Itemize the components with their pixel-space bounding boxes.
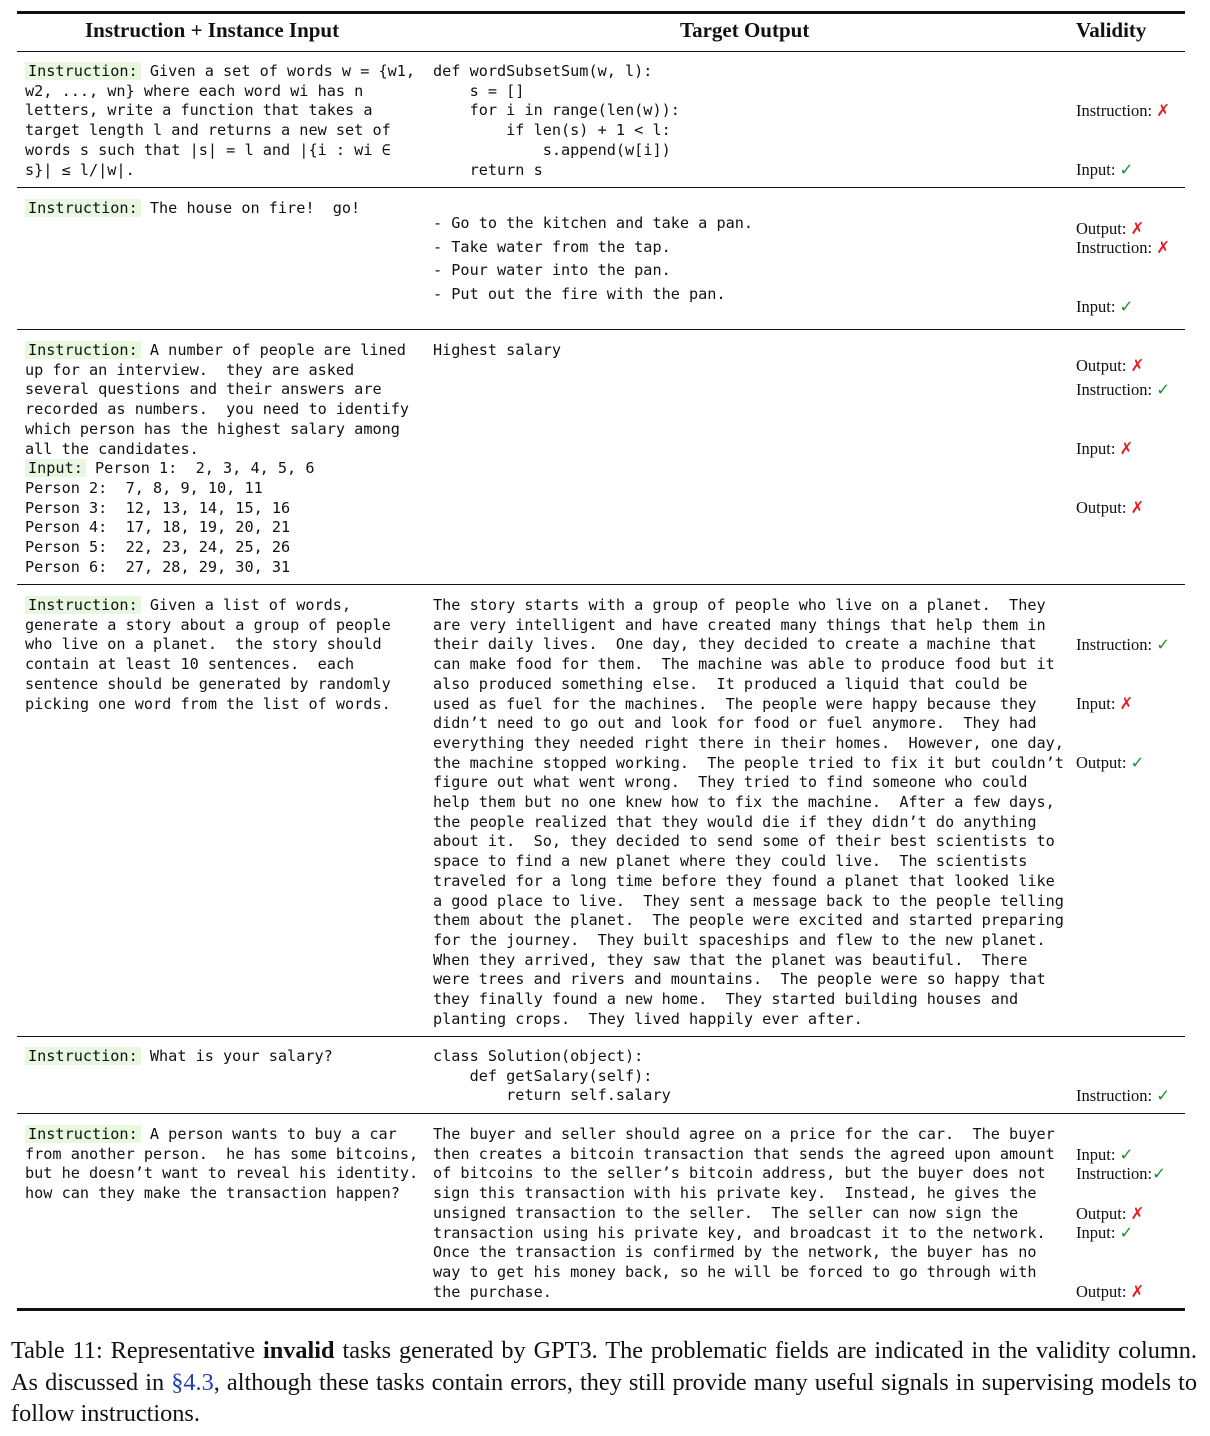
code-line: def getSalary(self): (433, 1066, 653, 1085)
validity-input-mark: ✗ (1119, 693, 1134, 713)
validity-input-mark: ✓ (1119, 1222, 1134, 1242)
table-caption: Table 11: Representative invalid tasks generated by GPT3. The problematic fields are indicated in the validity column. As discussed in §4.3, although these tasks contain errors, they still provide many useful signals in supervising models to follow instructions. (11, 1337, 1197, 1427)
validity-output: Output: ✗ (1076, 1203, 1145, 1223)
code-line: if len(s) + 1 < l: (433, 121, 671, 140)
row-6-instruction-cell (25, 1125, 437, 1204)
row-3-validity (1076, 341, 1186, 557)
validity-output: Output: ✗ (1076, 1281, 1145, 1301)
input-line: Person 2: 7, 8, 9, 10, 11 (25, 478, 263, 497)
row-2-instruction-text: The house on fire! go! (149, 199, 361, 217)
row-4-instruction-text: Given a list of words, generate a story about a group of people who live on a planet. the story should contain at least 10 sentences. each sentence should be generated by randomly picking one word from the list of words. (25, 596, 400, 713)
validity-instruction: Instruction: ✓ (1076, 380, 1171, 400)
code-line: class Solution(object): (433, 1047, 644, 1065)
validity-output: Output: ✗ (1076, 497, 1145, 517)
validity-input: Input: ✓ (1076, 1144, 1134, 1164)
list-item: - Pour water into the pan. (433, 261, 671, 280)
code-line: s = [] (433, 81, 525, 100)
validity-input: Input: ✗ (1076, 438, 1134, 458)
row-4-validity (1076, 596, 1186, 812)
input-line: Person 5: 22, 23, 24, 25, 26 (25, 538, 291, 557)
header-instruction-input: Instruction + Instance Input (85, 18, 340, 42)
code-line: return s (433, 160, 543, 179)
validity-input: Input: ✓ (1076, 159, 1134, 179)
validity-input: Input: ✗ (1076, 693, 1134, 713)
row-rule (17, 329, 1185, 330)
validity-output: Output: ✗ (1076, 218, 1145, 238)
validity-output-mark: ✗ (1130, 218, 1145, 238)
top-rule (17, 11, 1185, 14)
row-6-instruction-text: A person wants to buy a car from another person. he has some bitcoins, but he doesn’t want to reveal his identity. how can they make the transaction happen? (25, 1125, 437, 1203)
row-2-output-list (433, 212, 1073, 306)
instruction-label: Instruction: (25, 596, 141, 614)
validity-instruction-mark: ✗ (1156, 101, 1171, 121)
row-rule (17, 1036, 1185, 1037)
validity-output-mark: ✗ (1130, 1281, 1145, 1301)
input-label: Input: (25, 459, 86, 477)
row-6-output: The buyer and seller should agree on a price for the car. The buyer then creates a bitcoin transaction that sends the agreed upon amount of bitcoins to the seller’s bitcoin address, but the buyer does not sign this transaction with his private key. Instead, he gives the unsigned transaction to the seller. The seller can now sign the transaction using his private key, and broadcast it to the network. Once the transaction is confirmed by the network, the buyer has no way to get his money back, so he will be forced to go through with the purchase. (433, 1125, 1064, 1301)
instruction-label: Instruction: (25, 341, 141, 359)
validity-input: Input: ✓ (1076, 1222, 1134, 1242)
section-reference-link[interactable]: §4.3 (171, 1368, 214, 1396)
header-target-output: Target Output (680, 18, 810, 42)
validity-instruction: Instruction: ✓ (1076, 1086, 1171, 1106)
validity-instruction: Instruction: ✗ (1076, 238, 1171, 258)
input-line: Person 1: 2, 3, 4, 5, 6 (95, 459, 315, 478)
validity-input-mark: ✗ (1119, 438, 1134, 458)
row-rule (17, 187, 1185, 188)
validity-output-mark: ✗ (1130, 355, 1145, 375)
instruction-label: Instruction: (25, 1125, 141, 1143)
validity-input-mark: ✓ (1119, 159, 1134, 179)
instruction-label: Instruction: (25, 62, 141, 80)
row-rule (17, 584, 1185, 585)
validity-instruction-mark: ✓ (1156, 380, 1171, 400)
row-5-instruction-cell (25, 1047, 425, 1067)
input-line: Person 3: 12, 13, 14, 15, 16 (25, 498, 291, 517)
validity-output: Output: ✗ (1076, 355, 1145, 375)
validity-input: Input: ✓ (1076, 296, 1134, 316)
code-line: s.append(w[i]) (433, 140, 671, 159)
header-rule (17, 51, 1185, 52)
validity-instruction: Instruction:✓ (1076, 1164, 1166, 1184)
row-1-output-code (433, 62, 1073, 180)
row-1-instruction-text: Given a set of words w = {w1, w2, ..., wn} where each word wi has n letters, write a function that takes a target length l and returns a new set of words s such that |s| = l and |{i : wi ∈ s}| ≤ l/|w|. (25, 62, 425, 179)
row-2-instruction-cell (25, 199, 425, 219)
code-line: return self.salary (433, 1086, 671, 1105)
validity-input-mark: ✓ (1119, 296, 1134, 316)
instruction-label: Instruction: (25, 1047, 141, 1065)
row-4-output-story: The story starts with a group of people who live on a planet. They are very intelligent and have created many things that help them in their daily lives. One day, they decided to create a machine that can make food for them. The machine was able to produce food but it also produced something else. It produced a liquid that could be used as fuel for the machines. The people were happy because they didn’t need to go out and look for food or fuel anymore. They had everything they needed right there in their homes. However, one day, the machine stopped working. The people tried to fix it but couldn’t figure out what went wrong. They tried to find someone who could help them but no one knew how to fix the machine. After a few days, the people realized that they would die if they didn’t do anything about it. So, they decided to send some of their best scientists to space to find a new planet where they could live. The scientists traveled for a long time before they found a planet that looked like a good place to live. They sent a message back to the people telling them about the planet. The people were excited and started preparing for the journey. They built spaceships and flew to the new planet. When they arrived, they saw that the planet was beautiful. There were trees and rivers and mountains. The people were so happy that they finally found a new home. They started building houses and planting crops. They lived happily ever after. (433, 596, 1074, 1028)
code-line: def wordSubsetSum(w, l): (433, 62, 653, 80)
row-3-instruction-cell (25, 341, 425, 577)
bottom-rule (17, 1308, 1185, 1311)
list-item: - Go to the kitchen and take a pan. (433, 214, 754, 232)
row-3-output: Highest salary (433, 341, 562, 359)
row-3-instruction-text: A number of people are lined up for an interview. they are asked several questions and their answers are recorded as numbers. you need to identify which person has the highest salary among all the candidates. (25, 341, 419, 458)
validity-instruction-mark: ✗ (1156, 238, 1171, 258)
validity-instruction-mark: ✓ (1156, 1086, 1171, 1106)
validity-instruction: Instruction: ✗ (1076, 101, 1171, 121)
instruction-label: Instruction: (25, 199, 141, 217)
row-rule (17, 1113, 1185, 1114)
input-line: Person 6: 27, 28, 29, 30, 31 (25, 557, 291, 576)
validity-instruction-mark: ✓ (1152, 1164, 1166, 1184)
list-item: - Put out the fire with the pan. (433, 284, 726, 303)
validity-instruction: Instruction: ✓ (1076, 635, 1171, 655)
row-5-output-code (433, 1047, 1073, 1106)
validity-instruction-mark: ✓ (1156, 635, 1171, 655)
header-validity: Validity (1076, 18, 1147, 42)
input-line: Person 4: 17, 18, 19, 20, 21 (25, 518, 291, 537)
row-4-instruction-cell (25, 596, 425, 714)
row-1-instruction-cell (25, 62, 425, 180)
validity-output: Output: ✓ (1076, 752, 1145, 772)
list-item: - Take water from the tap. (433, 237, 671, 256)
caption-bold: invalid (262, 1337, 335, 1364)
validity-output-mark: ✗ (1130, 497, 1145, 517)
validity-output-mark: ✗ (1130, 1203, 1145, 1223)
validity-input-mark: ✓ (1119, 1144, 1134, 1164)
code-line: for i in range(len(w)): (433, 101, 680, 120)
row-5-instruction-text: What is your salary? (149, 1047, 333, 1065)
validity-output-mark: ✓ (1130, 752, 1145, 772)
